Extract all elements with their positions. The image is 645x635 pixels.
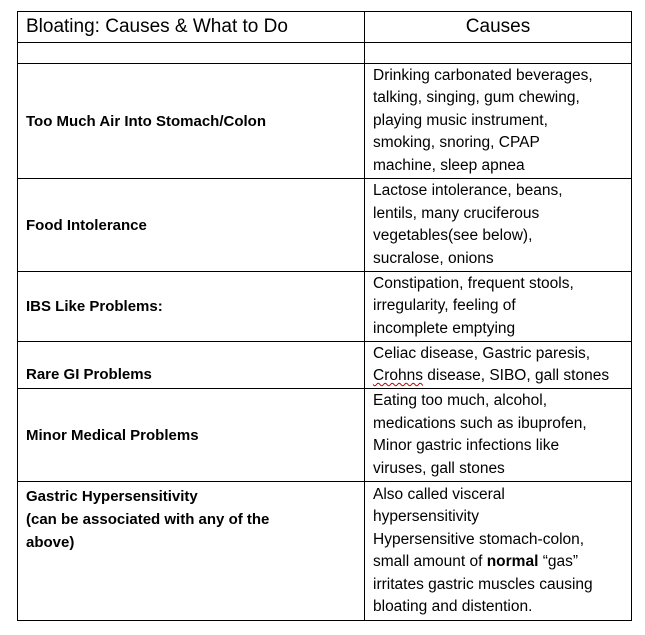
row-text-line: Constipation, frequent stools, (373, 274, 574, 292)
spacer-left-cell (18, 43, 365, 64)
row-text-line: Lactose intolerance, beans, (373, 182, 563, 199)
row-text-cell (365, 482, 632, 621)
row-text-line: vegetables(see below), (373, 227, 533, 244)
row-text-cell (365, 342, 632, 389)
row-text-fragment: “gas” (538, 553, 579, 570)
row-text-line: Drinking carbonated beverages, (373, 66, 593, 84)
row-text-line: talking, singing, gum chewing, (373, 89, 580, 107)
spellcheck-underlined-word: Crohns (373, 367, 423, 384)
row-text-cell (365, 389, 632, 482)
row-text-line: Also called visceral (373, 485, 505, 503)
row-text-line: lentils, many cruciferous (373, 204, 540, 222)
row-text-cell (365, 64, 632, 179)
header-right-cell: Causes (365, 12, 632, 43)
row-label-cell (18, 389, 365, 482)
row-text-fragment: small amount of (373, 553, 487, 570)
table-header-row (18, 12, 632, 43)
row-text-line: incomplete emptying (373, 319, 516, 337)
table-row (18, 389, 632, 482)
row-text-line: medications such as ibuprofen, (373, 414, 587, 432)
row-text-line: playing music instrument, (373, 111, 548, 129)
row-text-cell (365, 272, 632, 342)
row-text-line (373, 365, 627, 388)
table-row (18, 179, 632, 272)
row-text-line: Celiac disease, Gastric paresis, (373, 344, 591, 362)
row-text-line: irregularity, feeling of (373, 297, 516, 315)
row-label: IBS Like Problems: (26, 298, 163, 315)
table-row (18, 482, 632, 621)
row-label-cell (18, 482, 365, 621)
row-label-cell (18, 342, 365, 389)
row-text-line: bloating and distention. (373, 598, 533, 615)
spacer-right-cell (365, 43, 632, 64)
row-text-line: machine, sleep apnea (373, 156, 525, 174)
bloating-causes-table (17, 11, 632, 621)
row-label: Rare GI Problems (26, 366, 152, 383)
row-text-line: hypersensitivity (373, 508, 479, 525)
row-label: Too Much Air Into Stomach/Colon (26, 112, 266, 130)
row-text-line: sucralose, onions (373, 249, 494, 267)
row-label: Gastric Hypersensitivity (26, 488, 198, 505)
row-label-cell (18, 179, 365, 272)
header-left-cell: Bloating: Causes & What to Do (18, 12, 365, 43)
table-row (18, 342, 632, 389)
table-row (18, 64, 632, 179)
emphasized-word: normal (486, 553, 539, 570)
row-label-cell (18, 272, 365, 342)
row-text-line (373, 551, 627, 574)
row-label-cell (18, 64, 365, 179)
row-text-line: irritates gastric muscles causing (373, 575, 593, 593)
row-label: Food Intolerance (26, 216, 147, 234)
row-label: (can be associated with any of the (26, 511, 270, 528)
row-label: above) (26, 534, 75, 551)
row-text-line: Eating too much, alcohol, (373, 392, 548, 409)
row-text-cell (365, 179, 632, 272)
row-text-line: Hypersensitive stomach-colon, (373, 530, 585, 548)
row-label: Minor Medical Problems (26, 426, 199, 444)
row-text-line: smoking, snoring, CPAP (373, 134, 540, 152)
table-spacer-row (18, 43, 632, 64)
table-row (18, 272, 632, 342)
row-text-line: viruses, gall stones (373, 459, 505, 477)
row-text-rest: disease, SIBO, gall stones (422, 367, 610, 384)
row-text-line: Minor gastric infections like (373, 437, 560, 454)
